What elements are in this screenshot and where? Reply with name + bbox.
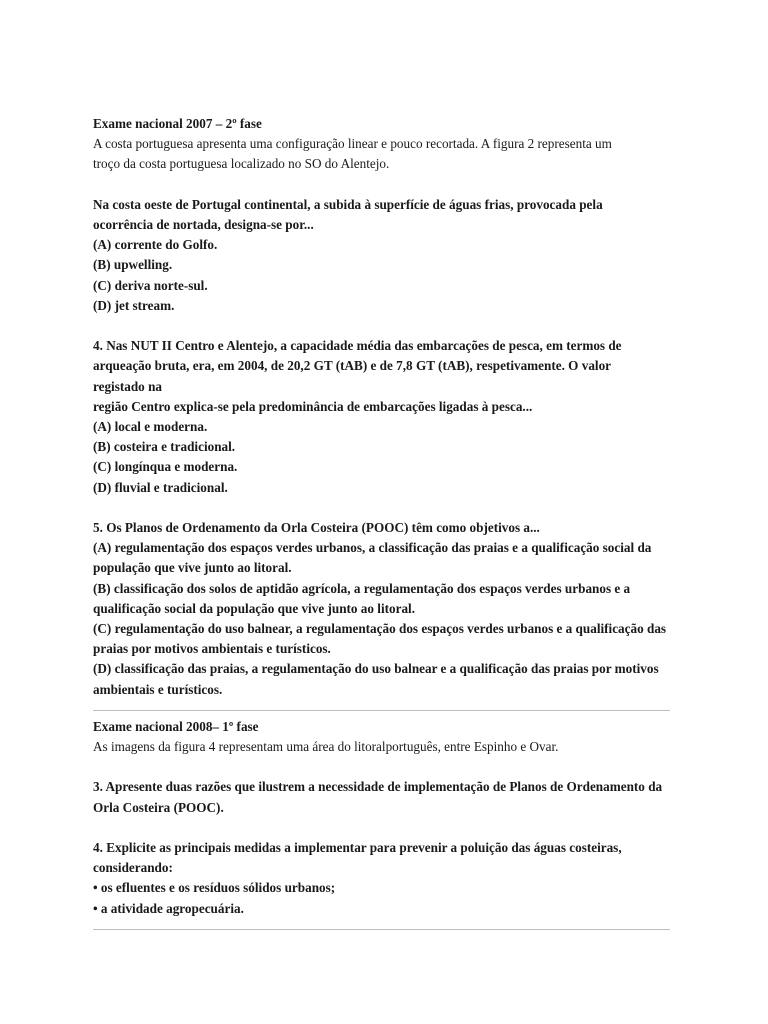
answer-option: qualificação social da população que vive junto ao litoral. [93,600,416,616]
question-costa-oeste [93,195,678,316]
question-4 [93,336,678,498]
answer-option: ambientais e turísticos. [93,681,223,697]
question-text: região Centro explica-se pela predominância de embarcações ligadas à pesca... [93,398,533,414]
answer-option: (B) upwelling. [93,257,173,273]
question-text: registado na [93,378,162,394]
section-2007 [93,114,678,700]
section-heading: Exame nacional 2007 – 2º fase [93,116,262,131]
answer-option: (C) longínqua e moderna. [93,459,238,475]
answer-option: (A) corrente do Golfo. [93,237,218,253]
answer-option: (B) classificação dos solos de aptidão agrícola, a regulamentação dos espaços verdes urbanos e a [93,580,631,596]
question-5 [93,518,678,700]
question-text: Orla Costeira (POOC). [93,799,224,815]
intro-line: A costa portuguesa apresenta uma configuração linear e pouco recortada. A figura 2 representa um [93,136,612,152]
question-text: 4. Explicite as principais medidas a implementar para prevenir a poluição das águas costeiras, [93,840,622,856]
answer-option: (C) regulamentação do uso balnear, a regulamentação dos espaços verdes urbanos e a qualificação das [93,621,667,637]
question-text: 3. Apresente duas razões que ilustrem a necessidade de implementação de Planos de Ordenamento da [93,779,663,795]
answer-option: (D) jet stream. [93,297,175,313]
section-divider [93,710,670,711]
section-2008 [93,717,678,919]
answer-option: (B) costeira e tradicional. [93,439,236,455]
answer-option: (A) regulamentação dos espaços verdes urbanos, a classificação das praias e a qualificação social da [93,540,652,556]
question-text: Na costa oeste de Portugal continental, a subida à superfície de águas frias, provocada pela [93,196,603,212]
question-text: considerando: [93,860,173,876]
question-4-2008 [93,838,678,919]
question-text: arqueação bruta, era, em 2004, de 20,2 GT (tAB) e de 7,8 GT (tAB), respetivamente. O valor [93,358,612,374]
question-3 [93,777,678,817]
bullet-item: • os efluentes e os resíduos sólidos urbanos; [93,880,336,896]
question-text: 5. Os Planos de Ordenamento da Orla Costeira (POOC) têm como objetivos a... [93,520,540,536]
question-text: ocorrência de nortada, designa-se por... [93,217,314,232]
answer-option: (D) fluvial e tradicional. [93,479,228,495]
answer-option: (C) deriva norte-sul. [93,277,208,293]
bullet-item: • a atividade agropecuária. [93,900,244,916]
intro-line: As imagens da figura 4 representam uma área do litoralportuguês, entre Espinho e Ovar. [93,739,559,755]
section-divider [93,929,670,930]
answer-option: praias por motivos ambientais e turísticos. [93,641,331,657]
section-heading: Exame nacional 2008– 1º fase [93,718,259,734]
question-text: 4. Nas NUT II Centro e Alentejo, a capacidade média das embarcações de pesca, em termos de [93,338,622,354]
answer-option: (A) local e moderna. [93,419,208,435]
answer-option: (D) classificação das praias, a regulamentação do uso balnear e a qualificação das praias por motivos [93,661,659,677]
intro-line: troço da costa portuguesa localizado no SO do Alentejo. [93,156,390,172]
answer-option: população que vive junto ao litoral. [93,560,292,576]
